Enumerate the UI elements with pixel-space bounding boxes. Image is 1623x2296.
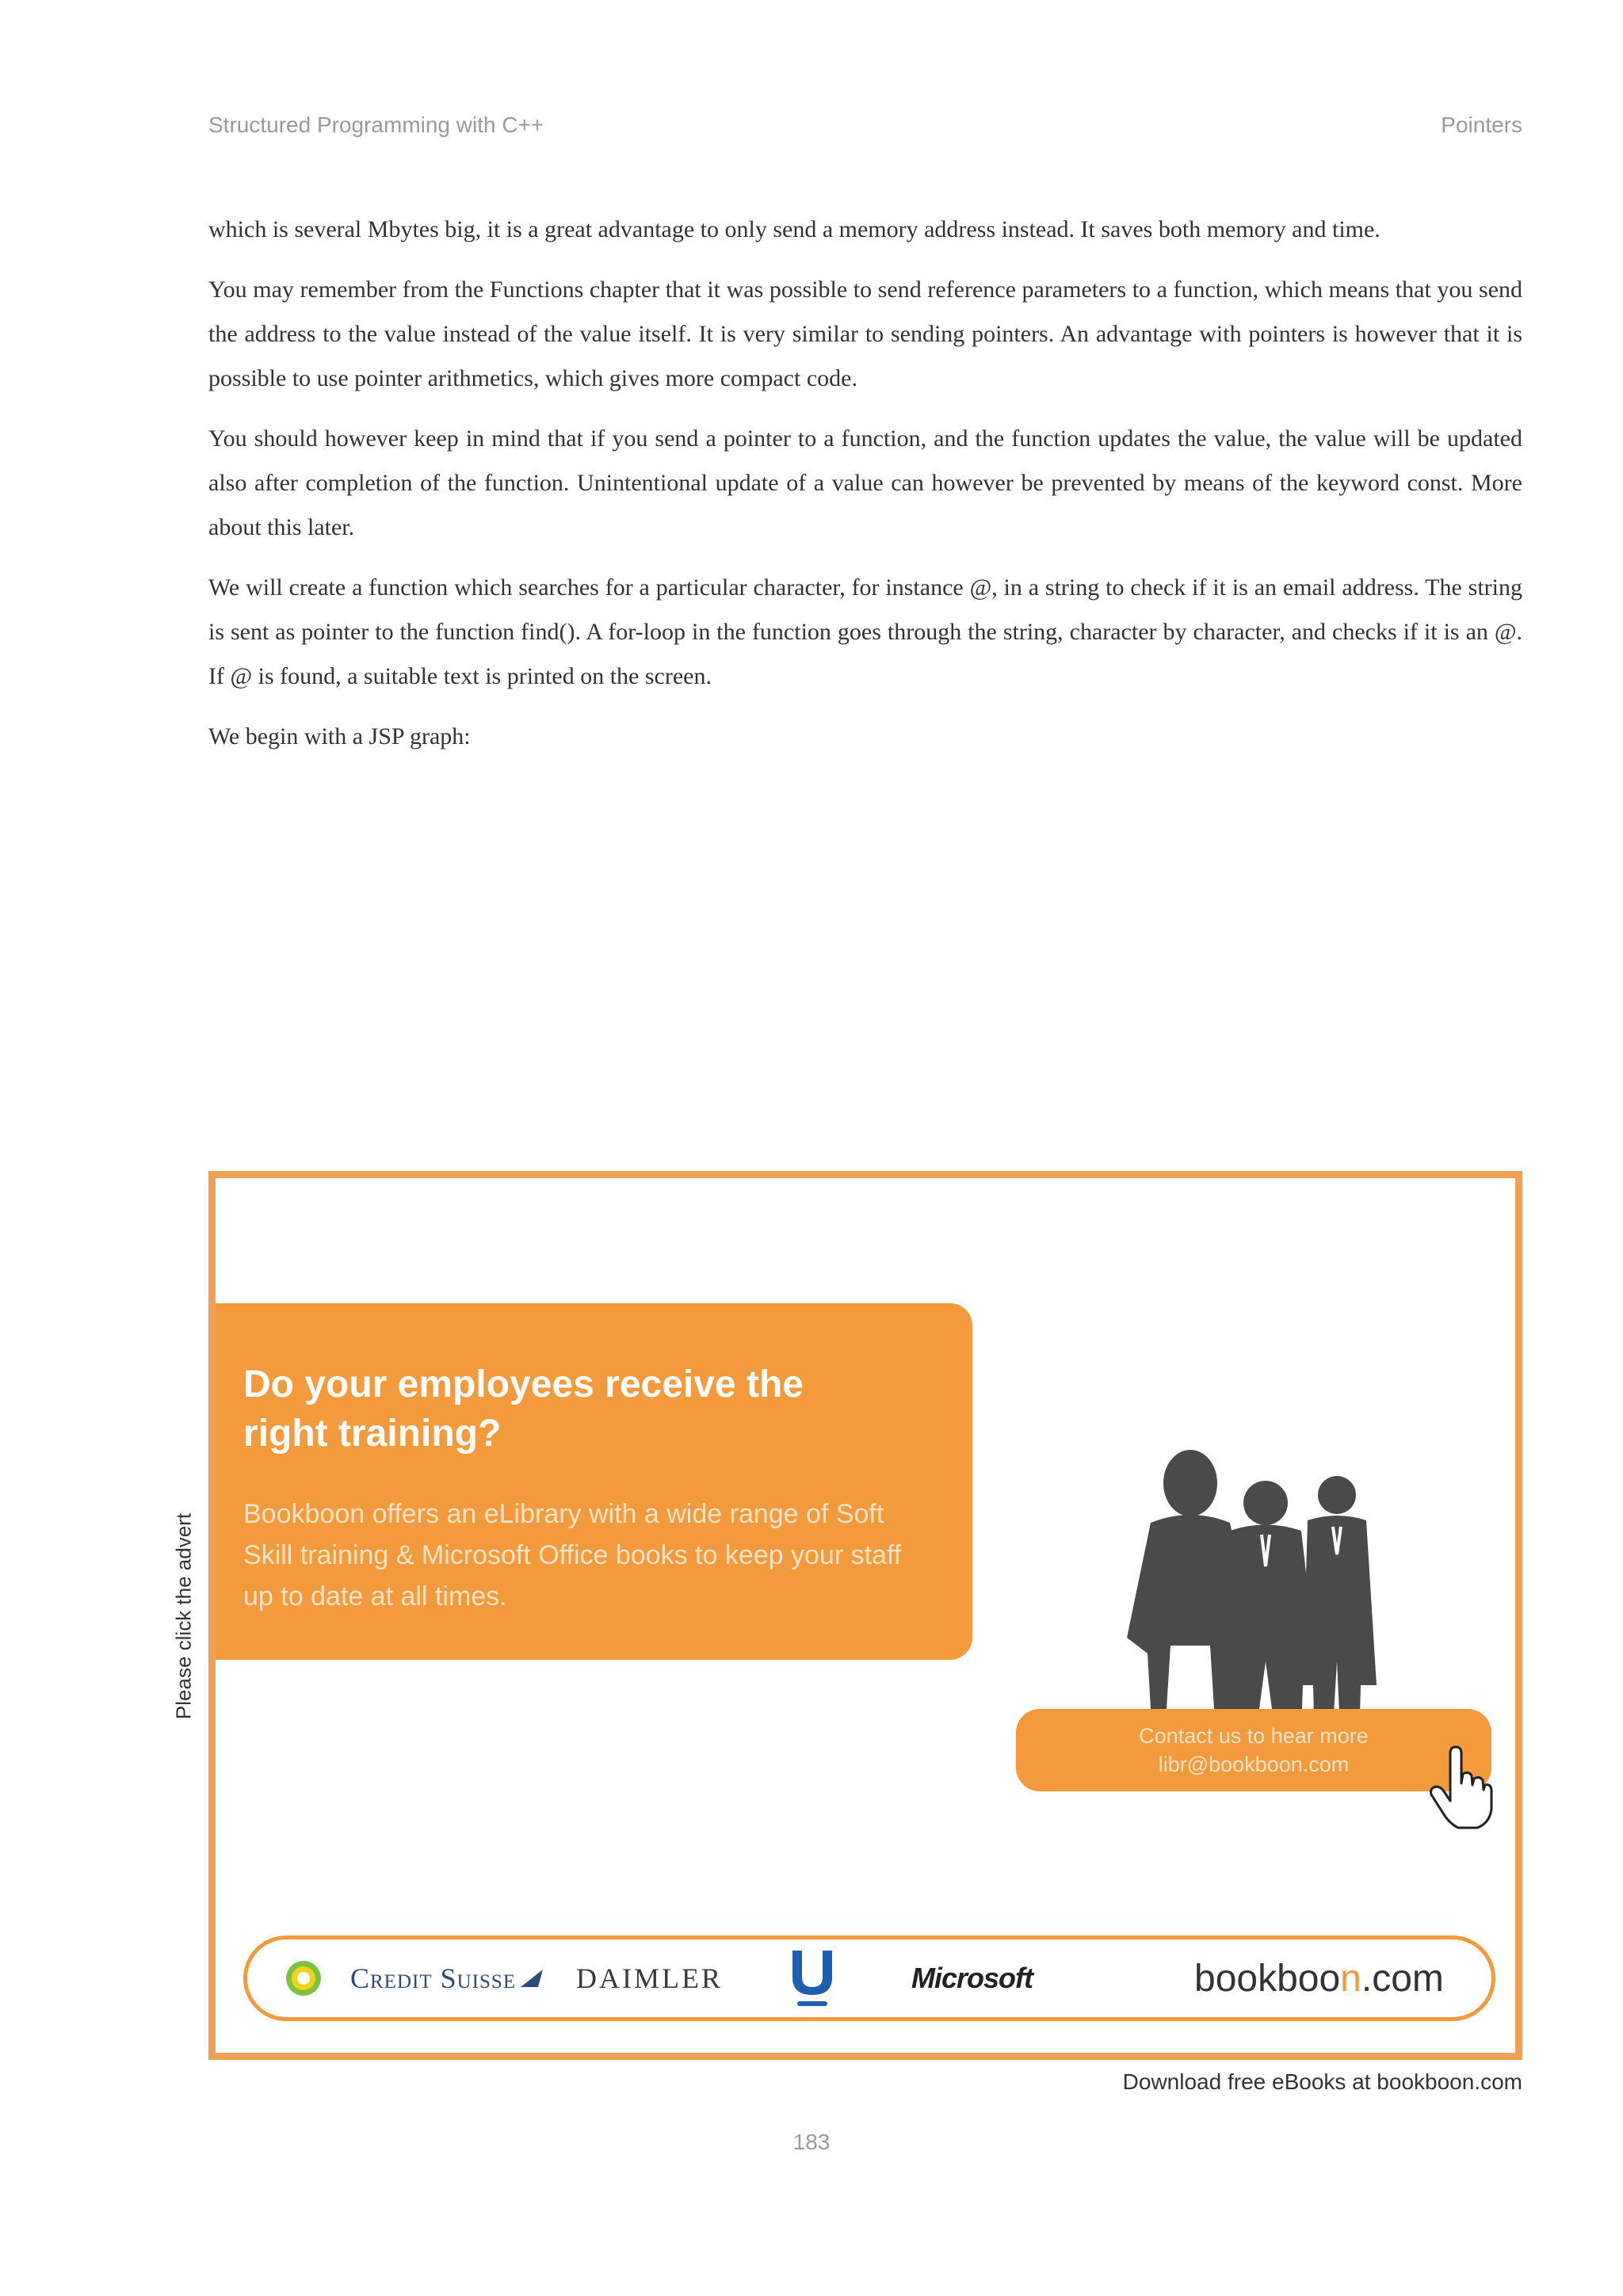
paragraph: You should however keep in mind that if you send a pointer to a function, and the function updates the value, the value will be updated also after completion of the function. Unintentional update of a value can however be prevented by means of the keyword const. More about this later. [208, 425, 1522, 540]
promo-headline: Do your employees receive the right training? [243, 1363, 804, 1455]
contact-button-line2: libr@bookboon.com [1158, 1753, 1350, 1776]
paragraph: which is several Mbytes big, it is a great advantage to only send a memory address instead. It saves both memory and time. [208, 216, 1381, 242]
advert-side-label: Please click the advert [171, 1512, 196, 1720]
hand-pointer-icon [1426, 1745, 1495, 1831]
book-title: Structured Programming with C++ [208, 113, 544, 137]
sponsor-logo-bar [243, 1936, 1495, 2021]
body-text [208, 208, 1522, 775]
contact-button[interactable] [1016, 1709, 1491, 1791]
sail-icon [519, 1968, 546, 1989]
paragraph: We begin with a JSP graph: [208, 723, 471, 749]
page-number: 183 [792, 2130, 831, 2154]
paragraph: You may remember from the Functions chapter that it was possible to send reference parameters to a function, which means that you send the address to the value instead of the value itself. It is very similar to sending pointers. An advantage with pointers is however that it is possible to use pointer arithmetics, which gives more compact code. [208, 277, 1522, 391]
paragraph: We will create a function which searches for a particular character, for instance @, in a string to check if it is an email address. The string is sent as pointer to the function find(). A for-loop in the function goes through the string, character by character, and checks if it is an @. If @ is found, a suitable text is printed on the screen. [208, 574, 1522, 689]
bookboon-logo: bookboo n .com [1194, 1957, 1444, 2000]
download-link[interactable]: Download free eBooks at bookboon.com [1122, 2069, 1522, 2094]
bp-logo-icon [283, 1939, 324, 2017]
advert-banner[interactable] [208, 1171, 1522, 2060]
contact-button-line1: Contact us to hear more [1139, 1724, 1369, 1748]
unilever-logo-icon [786, 1939, 838, 2017]
microsoft-logo: Microsoft [911, 1962, 1033, 1994]
chapter-title: Pointers [1441, 113, 1522, 137]
promo-body: Bookboon offers an eLibrary with a wide range of Soft Skill training & Microsoft Office books to keep your staff up to date at all times. [243, 1499, 902, 1611]
running-header [208, 113, 1522, 138]
promo-box [216, 1303, 972, 1660]
credit-suisse-logo: Credit Suisse [350, 1939, 546, 2017]
daimler-logo: DAIMLER [576, 1962, 723, 1994]
